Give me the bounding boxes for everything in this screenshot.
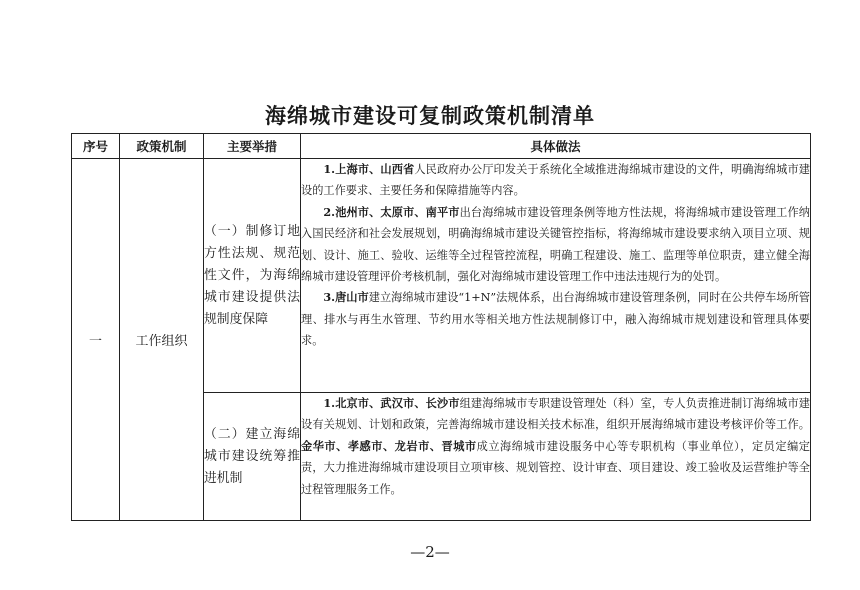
table-row bbox=[72, 159, 811, 393]
practice-paragraph: 1.北京市、武汉市、长沙市组建海绵城市专职建设管理处（科）室，专人负责推进制订海绵城市建设有关规划、计划和政策，完善海绵城市建设相关技术标准，组织开展海绵城市建设考核评价等工作。金华市、孝感市、龙岩市、晋城市成立海绵城市建设服务中心等专职机构（事业单位），定员定编定责，大力推进海绵城市建设项目立项审核、规划管控、设计审查、项目建设、竣工验收及运营维护等全过程管理服务工作。 bbox=[301, 396, 810, 496]
document-title: 海绵城市建设可复制政策机制清单 bbox=[265, 103, 595, 128]
row-mechanism: 工作组织 bbox=[120, 159, 204, 521]
header-number: 序号 bbox=[72, 134, 120, 159]
practice-cell bbox=[301, 393, 811, 521]
table-header-row bbox=[72, 134, 811, 159]
page-number: —2— bbox=[410, 543, 450, 561]
header-mechanism: 政策机制 bbox=[120, 134, 204, 159]
practice-paragraph: 1.上海市、山西省人民政府办公厅印发关于系统化全域推进海绵城市建设的文件，明确海绵城市建设的工作要求、主要任务和保障措施等内容。 bbox=[301, 162, 810, 198]
policy-table bbox=[71, 133, 811, 521]
practice-paragraph: 3.唐山市建立海绵城市建设“1+N”法规体系，出台海绵城市建设管理条例，同时在公共停车场所管理、排水与再生水管理、节约用水等相关地方性法规制修订中，融入海绵城市规划建设和管理具体要求。 bbox=[301, 290, 810, 348]
practice-paragraph: 2.池州市、太原市、南平市出台海绵城市建设管理条例等地方性法规，将海绵城市建设管理工作纳入国民经济和社会发展规划，明确海绵城市建设关键管控指标，将海绵城市建设要求纳入项目立项、规划、设计、施工、验收、运维等全过程管控流程，明确工程建设、施工、监理等单位职责，建立健全海绵城市建设管理评价考核机制，强化对海绵城市建设管理工作中违法违规行为的处罚。 bbox=[301, 204, 810, 284]
header-measures: 主要举措 bbox=[204, 134, 301, 159]
header-practices: 具体做法 bbox=[301, 134, 811, 159]
measure-title: （一）制修订地方性法规、规范性文件，为海绵城市建设提供法规制度保障 bbox=[204, 159, 301, 393]
row-number: 一 bbox=[72, 159, 120, 521]
practice-cell bbox=[301, 159, 811, 393]
measure-title: （二）建立海绵城市建设统筹推进机制 bbox=[204, 393, 301, 521]
